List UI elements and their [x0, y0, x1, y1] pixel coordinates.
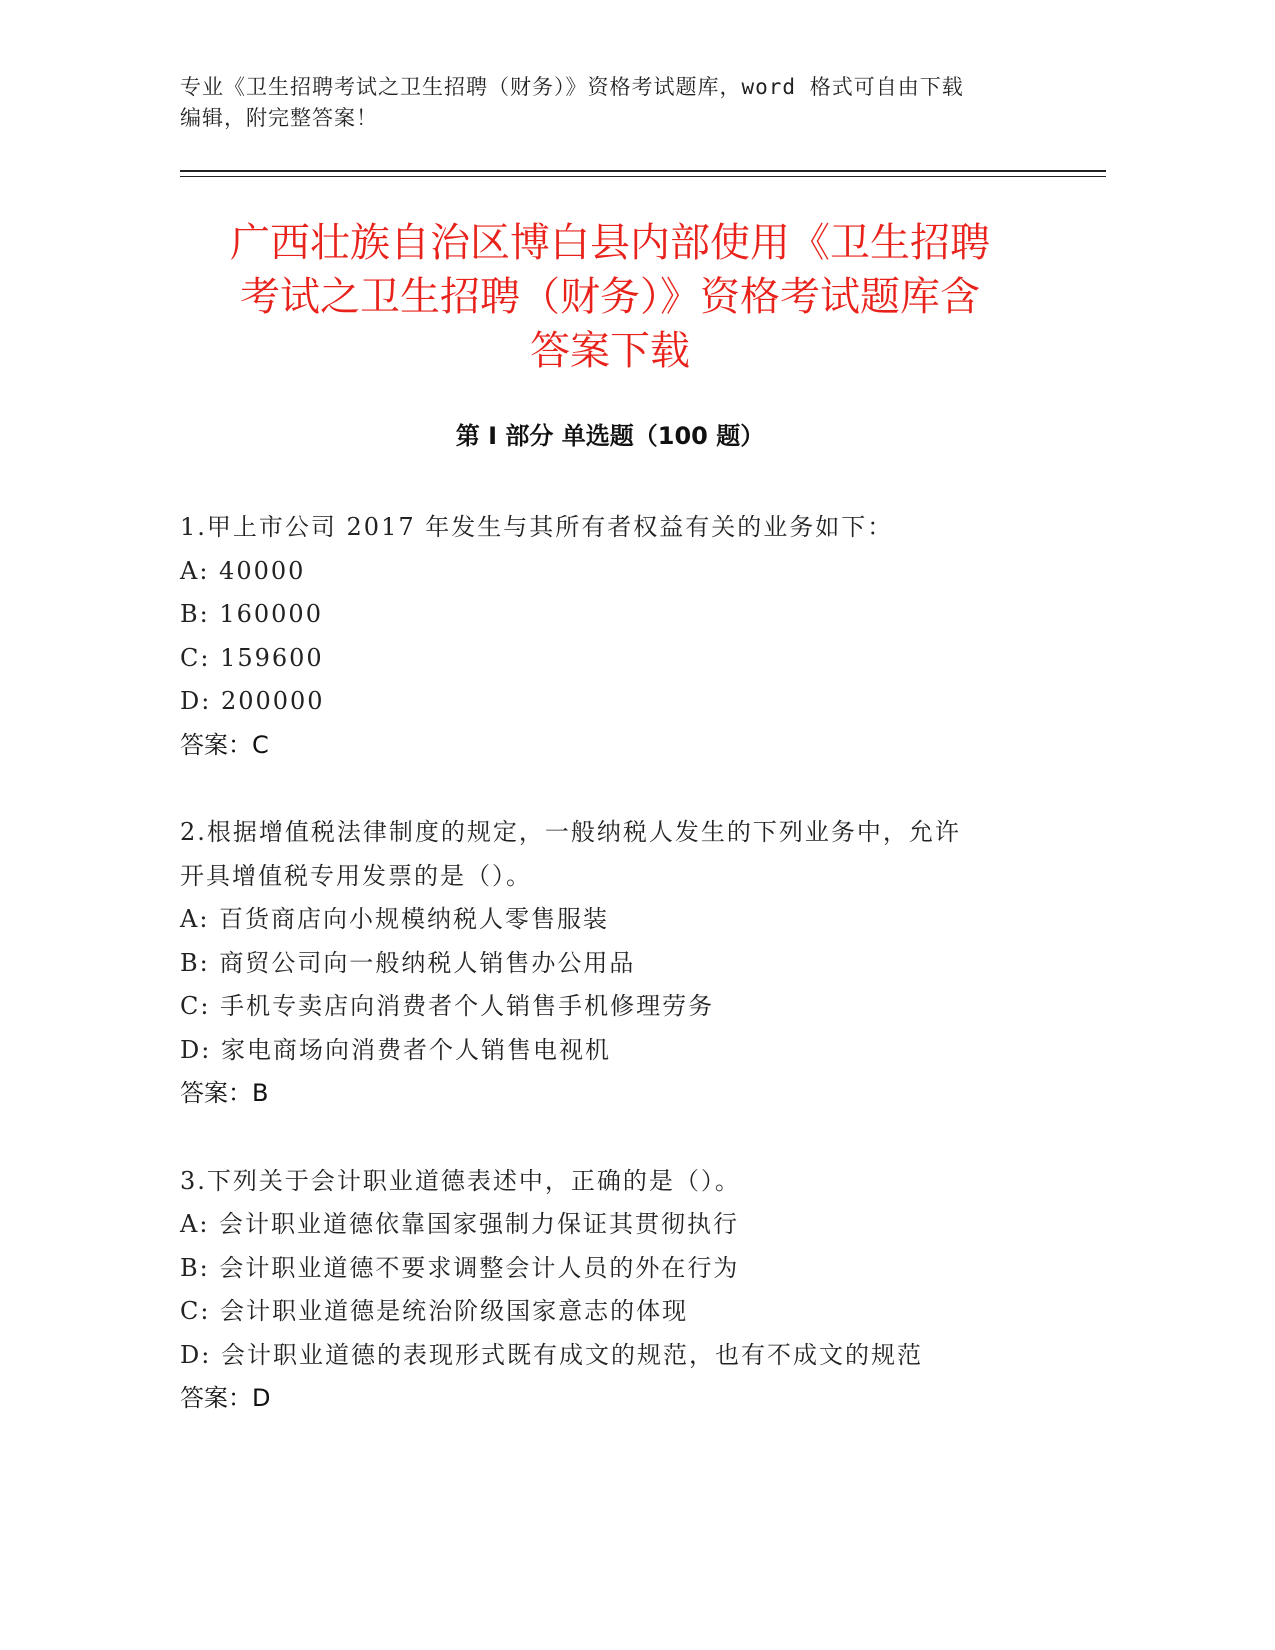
header-divider-thick [180, 170, 1106, 172]
document-title-line-3: 答案下载 [530, 328, 690, 374]
answer-line: 答案：B [180, 1079, 269, 1107]
header-note [180, 72, 1060, 134]
question-stem: 1.甲上市公司 2017 年发生与其所有者权益有关的业务如下： [180, 513, 894, 541]
section-heading: 第 I 部分 单选题（100 题） [455, 422, 765, 450]
option-c: C: 159600 [180, 643, 324, 672]
question-2 [180, 811, 1060, 1116]
option-c: C: 手机专卖店向消费者个人销售手机修理劳务 [180, 992, 715, 1020]
option-a: A: 会计职业道德依靠国家强制力保证其贯彻执行 [180, 1210, 740, 1238]
answer-line: 答案：D [180, 1384, 271, 1412]
question-stem-continued: 开具增值税专用发票的是（）。 [180, 861, 532, 890]
option-d: D: 200000 [180, 687, 325, 715]
option-b: B: 商贸公司向一般纳税人销售办公用品 [180, 948, 636, 977]
option-a: A: 百货商店向小规模纳税人零售服装 [180, 905, 610, 933]
option-b: B: 会计职业道德不要求调整会计人员的外在行为 [180, 1253, 740, 1282]
option-d: D: 会计职业道德的表现形式既有成文的规范，也有不成文的规范 [180, 1340, 923, 1369]
option-c: C: 会计职业道德是统治阶级国家意志的体现 [180, 1297, 689, 1325]
answer-line: 答案：C [180, 730, 269, 759]
question-3 [180, 1160, 1060, 1421]
document-title-line-1: 广西壮族自治区博白县内部使用《卫生招聘 [230, 220, 990, 266]
option-b: B: 160000 [180, 600, 323, 628]
question-stem: 2.根据增值税法律制度的规定，一般纳税人发生的下列业务中，允许 [180, 818, 961, 846]
question-list [180, 506, 1060, 1465]
question-stem: 3.下列关于会计职业道德表述中，正确的是（）。 [180, 1166, 741, 1195]
option-a: A: 40000 [180, 556, 306, 585]
option-d: D: 家电商场向消费者个人销售电视机 [180, 1035, 611, 1064]
document-title [180, 216, 1040, 378]
document-title-line-2: 考试之卫生招聘（财务）》资格考试题库含 [240, 274, 980, 320]
header-note-line-2: 编辑，附完整答案！ [180, 106, 378, 130]
header-divider-thin [180, 176, 1106, 177]
header-note-line-1: 专业《卫生招聘考试之卫生招聘（财务）》资格考试题库，word 格式可自由下载 [180, 75, 964, 99]
question-1 [180, 506, 1060, 767]
